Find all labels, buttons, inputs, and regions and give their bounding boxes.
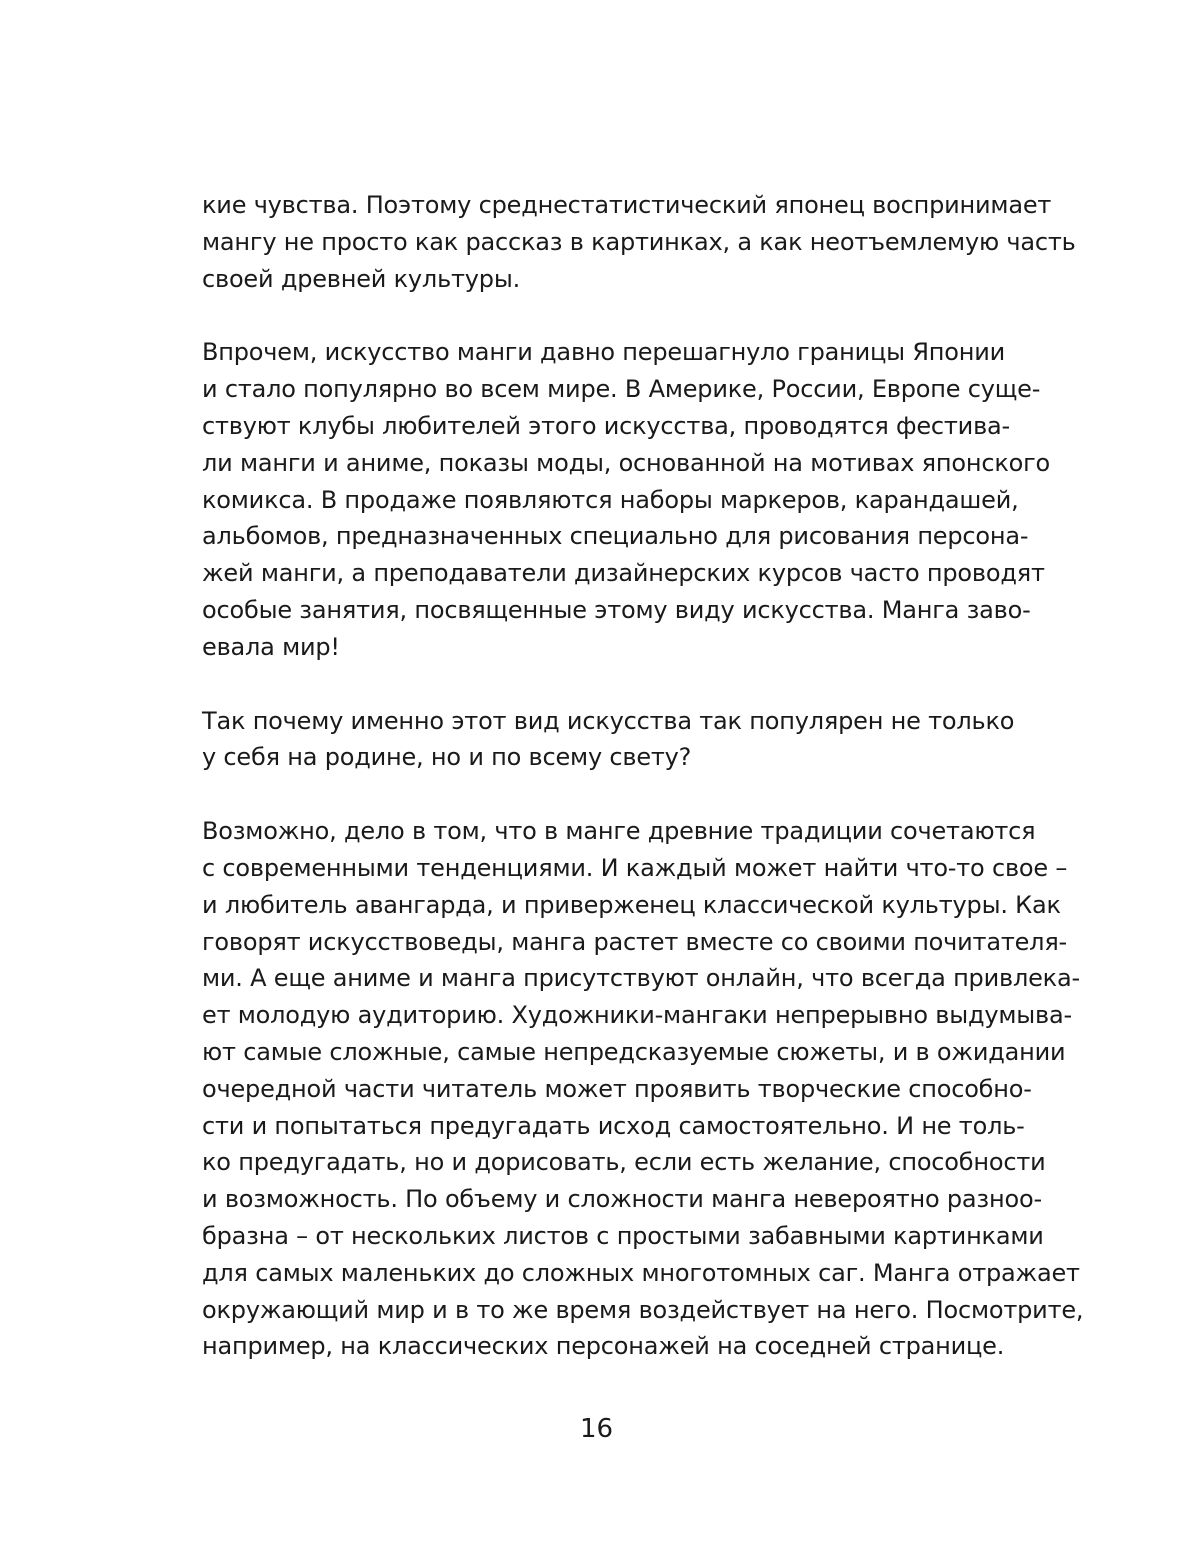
text-line: Впрочем, искусство манги давно перешагнуло границы Японии [202,338,1006,367]
text-line: ют самые сложные, самые непредсказуемые сюжеты, и в ожидании [202,1037,1066,1066]
text-line: бразна – от нескольких листов с простыми забавными картинками [202,1221,1044,1250]
text-line: сти и попытаться предугадать исход самостоятельно. И не толь- [202,1111,1025,1140]
text-line: говорят искусствоведы, манга растет вместе со своими почитателя- [202,927,1068,956]
text-line: комикса. В продаже появляются наборы маркеров, карандашей, [202,485,1019,514]
paragraph-1 [202,187,1076,297]
paragraph-2 [202,334,1051,665]
text-line: окружающий мир и в то же время воздействует на него. Посмотрите, [202,1295,1084,1324]
text-line: альбомов, предназначенных специально для рисования персона- [202,522,1029,551]
text-line: кие чувства. Поэтому среднестатистический японец воспринимает [202,191,1052,219]
page-number: 16 [579,1414,614,1444]
text-line: особые занятия, посвященные этому виду искусства. Манга заво- [202,595,1031,624]
text-line: ет молодую аудиторию. Художники-мангаки непрерывно выдумыва- [202,1001,1072,1030]
text-line: Возможно, дело в том, что в манге древние традиции сочетаются [202,817,1036,846]
text-line: ствуют клубы любителей этого искусства, проводятся фестива- [202,411,1010,440]
text-line: ли манги и аниме, показы моды, основанной на мотивах японского [202,448,1051,477]
text-line: своей древней культуры. [202,264,521,293]
text-line: жей манги, а преподаватели дизайнерских курсов часто проводят [202,559,1045,588]
text-line: и любитель авангарда, и приверженец классической культуры. Как [202,890,1061,919]
text-line: Так почему именно этот вид искусства так популярен не только [202,706,1015,735]
text-line: и возможность. По объему и сложности манга невероятно разноо- [202,1185,1042,1214]
paragraph-3 [202,703,1022,777]
text-line: ко предугадать, но и дорисовать, если есть желание, способности [202,1148,1046,1177]
text-line: евала мир! [202,632,340,661]
text-line: мангу не просто как рассказ в картинках, а как неотъемлемую часть [202,227,1076,256]
text-line: у себя на родине, но и по всему свету? [202,743,692,772]
text-line: с современными тенденциями. И каждый может найти что-то свое – [202,853,1068,882]
text-line: например, на классических персонажей на соседней странице. [202,1332,1005,1361]
body-text [202,187,1084,1402]
text-line: для самых маленьких до сложных многотомных саг. Манга отражает [202,1258,1080,1287]
text-line: и стало популярно во всем мире. В Америке, России, Европе суще- [202,375,1041,404]
text-line: очередной части читатель может проявить творческие способно- [202,1074,1032,1103]
paragraph-4 [202,813,1084,1365]
text-line: ми. А еще аниме и манга присутствуют онлайн, что всегда привлека- [202,964,1080,993]
